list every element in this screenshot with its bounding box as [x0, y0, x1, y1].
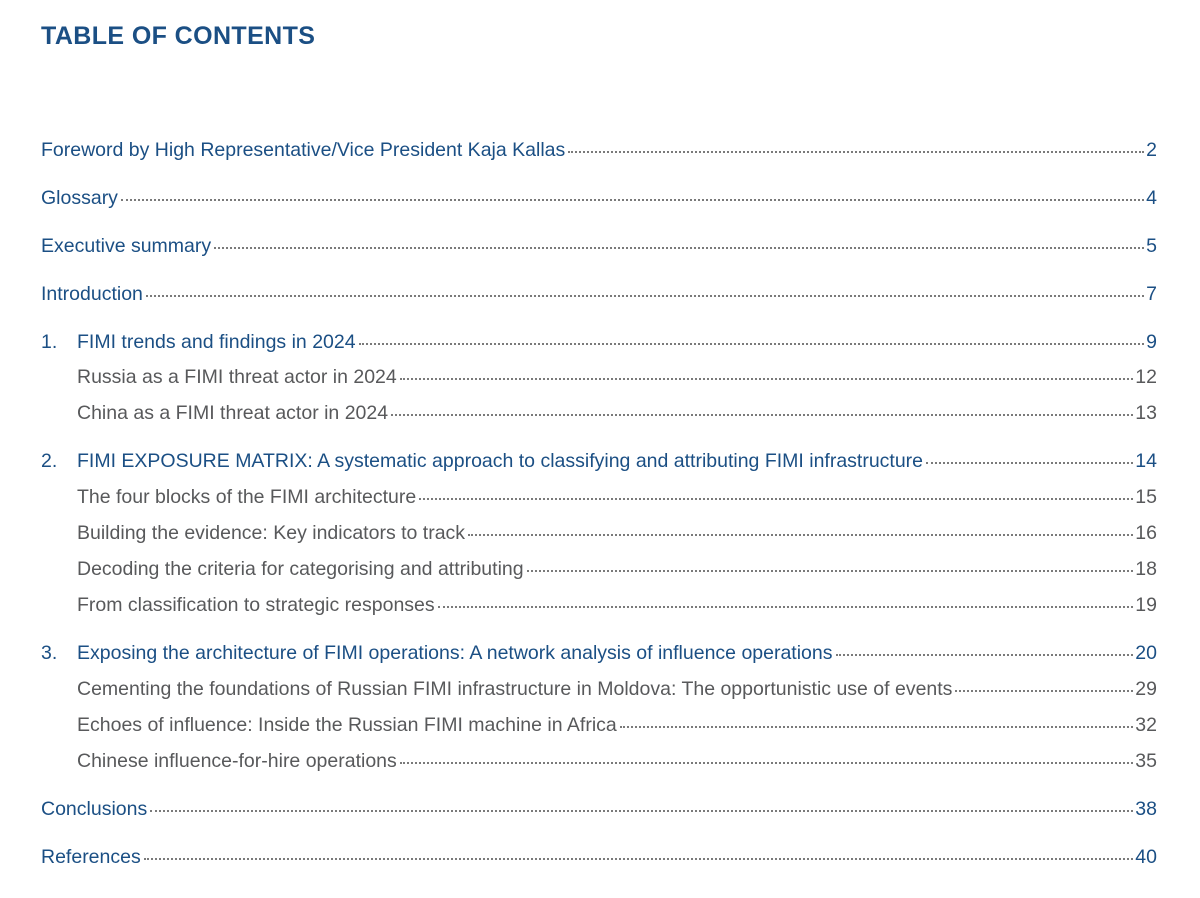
- toc-entry-label: Glossary: [41, 187, 118, 209]
- dot-leader: [121, 199, 1144, 201]
- toc-entry-russia-threat-actor[interactable]: [41, 364, 1157, 390]
- toc-entry-page: 2: [1146, 139, 1157, 161]
- toc-entry-foreword[interactable]: [41, 137, 1157, 163]
- toc-entry-label: Echoes of influence: Inside the Russian FIMI machine in Africa: [77, 714, 617, 736]
- toc-entry-label: The four blocks of the FIMI architecture: [77, 486, 417, 508]
- toc-entry-page: 15: [1135, 486, 1157, 508]
- toc-entry-page: 9: [1146, 331, 1157, 353]
- dot-leader: [419, 498, 1133, 500]
- page-title: TABLE OF CONTENTS: [41, 22, 316, 50]
- toc-entry-label: Chinese influence-for-hire operations: [77, 750, 397, 772]
- toc-entry-label: Building the evidence: Key indicators to track: [77, 522, 466, 544]
- dot-leader: [400, 762, 1134, 764]
- dot-leader: [150, 810, 1133, 812]
- toc-entry-label: Introduction: [41, 283, 143, 305]
- toc-entry-page: 32: [1135, 714, 1157, 736]
- toc-entry-section-2[interactable]: [41, 448, 1157, 474]
- toc-entry-references[interactable]: [41, 844, 1157, 870]
- toc-entry-number: 1.: [41, 331, 58, 353]
- toc-entry-executive-summary[interactable]: [41, 233, 1157, 259]
- toc-entry-label: China as a FIMI threat actor in 2024: [77, 402, 389, 424]
- dot-leader: [527, 570, 1134, 572]
- toc-entry-page: 5: [1146, 235, 1157, 257]
- toc-entry-label: Conclusions: [41, 798, 148, 820]
- dot-leader: [955, 690, 1133, 692]
- toc-entry-page: 7: [1146, 283, 1157, 305]
- toc-entry-decoding-criteria[interactable]: [41, 556, 1157, 582]
- toc-entry-building-evidence[interactable]: [41, 520, 1157, 546]
- toc-entry-label: Executive summary: [41, 235, 212, 257]
- toc-entry-page: 38: [1135, 798, 1157, 820]
- toc-entry-label: FIMI trends and findings in 2024: [77, 331, 356, 353]
- dot-leader: [359, 343, 1145, 345]
- toc-entry-page: 18: [1135, 558, 1157, 580]
- toc-entry-page: 19: [1135, 594, 1157, 616]
- toc-entry-label: Cementing the foundations of Russian FIMI infrastructure in Moldova: The opportunistic use of events: [77, 678, 953, 700]
- toc-entry-label: Decoding the criteria for categorising and attributing: [77, 558, 524, 580]
- dot-leader: [836, 654, 1134, 656]
- toc-entry-section-3[interactable]: [41, 640, 1157, 666]
- toc-entry-label: From classification to strategic responses: [77, 594, 435, 616]
- toc-entry-page: 40: [1135, 846, 1157, 868]
- toc-entry-page: 4: [1146, 187, 1157, 209]
- toc-entry-number: 3.: [41, 642, 58, 664]
- dot-leader: [214, 247, 1144, 249]
- toc-entry-label: FIMI EXPOSURE MATRIX: A systematic approach to classifying and attributing FIMI infrastructure: [77, 450, 924, 472]
- toc-entry-label: Russia as a FIMI threat actor in 2024: [77, 366, 397, 388]
- dot-leader: [620, 726, 1134, 728]
- dot-leader: [400, 378, 1134, 380]
- toc-entry-page: 20: [1135, 642, 1157, 664]
- dot-leader: [468, 534, 1133, 536]
- toc-entry-introduction[interactable]: [41, 281, 1157, 307]
- toc-entry-page: 35: [1135, 750, 1157, 772]
- toc-entry-china-threat-actor[interactable]: [41, 400, 1157, 426]
- toc-entry-page: 29: [1135, 678, 1157, 700]
- toc-entry-page: 12: [1135, 366, 1157, 388]
- dot-leader: [926, 462, 1133, 464]
- dot-leader: [391, 414, 1133, 416]
- toc-entry-four-blocks[interactable]: [41, 484, 1157, 510]
- toc-entry-classification-responses[interactable]: [41, 592, 1157, 618]
- toc-entry-africa[interactable]: [41, 712, 1157, 738]
- dot-leader: [144, 858, 1134, 860]
- dot-leader: [568, 151, 1144, 153]
- toc-entry-page: 13: [1135, 402, 1157, 424]
- toc-entry-label: References: [41, 846, 141, 868]
- toc-entry-glossary[interactable]: [41, 185, 1157, 211]
- dot-leader: [438, 606, 1134, 608]
- toc-entry-page: 14: [1135, 450, 1157, 472]
- dot-leader: [146, 295, 1144, 297]
- toc-entry-label: Exposing the architecture of FIMI operations: A network analysis of influence operations: [77, 642, 833, 664]
- toc-entry-number: 2.: [41, 450, 58, 472]
- toc-entry-chinese-influence-for-hire[interactable]: [41, 748, 1157, 774]
- toc-entry-conclusions[interactable]: [41, 796, 1157, 822]
- toc-entry-label: Foreword by High Representative/Vice President Kaja Kallas: [41, 139, 566, 161]
- toc-entry-moldova[interactable]: [41, 676, 1157, 702]
- toc-entry-page: 16: [1135, 522, 1157, 544]
- toc-entry-section-1[interactable]: [41, 329, 1157, 355]
